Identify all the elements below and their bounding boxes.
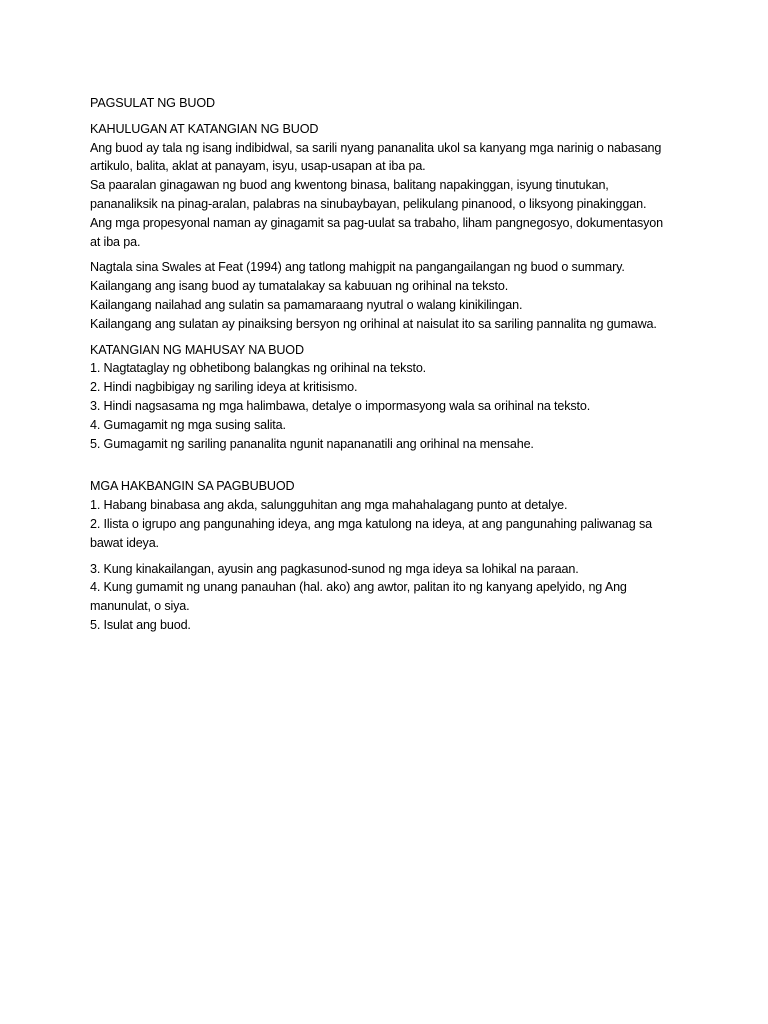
paragraph-line: artikulo, balita, aklat at panayam, isyu, usap-usapan at iba pa. <box>90 159 426 174</box>
paragraph-line: Sa paaralan ginagawan ng buod ang kwentong binasa, balitang napakinggan, isyung tinutukan, <box>90 178 609 193</box>
section-kahulugan <box>90 120 690 252</box>
section-katangian <box>90 341 690 454</box>
section-hakbangin <box>90 477 690 634</box>
paragraph-line: Kailangang nailahad ang sulatin sa pamamaraang nyutral o walang kinikilingan. <box>90 297 523 312</box>
list-item: 5. Isulat ang buod. <box>90 617 191 632</box>
document-page <box>90 94 690 635</box>
list-item: 1. Habang binabasa ang akda, salungguhitan ang mga mahahalagang punto at detalye. <box>90 498 568 513</box>
paragraph-line: Ang mga propesyonal naman ay ginagamit sa pag-uulat sa trabaho, liham pangnegosyo, dokumentasyon <box>90 215 663 230</box>
paragraph-line: Ang buod ay tala ng isang indibidwal, sa sarili nyang pananalita ukol sa kanyang mga narinig o nabasang <box>90 140 662 155</box>
paragraph-line: pananaliksik na pinag-aralan, palabras na sinubaybayan, pelikulang pinanood, o liksyong pinakinggan. <box>90 196 647 211</box>
section-heading: MGA HAKBANGIN SA PAGBUBUOD <box>90 479 295 494</box>
list-item: 1. Nagtataglay ng obhetibong balangkas ng orihinal na teksto. <box>90 361 427 376</box>
list-item: 4. Gumagamit ng mga susing salita. <box>90 417 286 432</box>
paragraph-line: Kailangang ang isang buod ay tumatalakay sa kabuuan ng orihinal na teksto. <box>90 279 509 294</box>
section-heading: KAHULUGAN AT KATANGIAN NG BUOD <box>90 121 319 136</box>
paragraph-line: at iba pa. <box>90 234 141 249</box>
spacer <box>90 453 690 477</box>
section-heading: KATANGIAN NG MAHUSAY NA BUOD <box>90 342 304 357</box>
section-swales-feat <box>90 258 690 333</box>
list-item: 2. Ilista o igrupo ang pangunahing ideya, ang mga katulong na ideya, at ang pangunahing paliwanag sa <box>90 516 652 531</box>
document-title: PAGSULAT NG BUOD <box>90 96 215 110</box>
paragraph-line: Kailangang ang sulatan ay pinaiksing bersyon ng orihinal at naisulat ito sa sariling pannalita ng gumawa. <box>90 316 657 331</box>
list-item: bawat ideya. <box>90 535 159 550</box>
list-item: 2. Hindi nagbibigay ng sariling ideya at kritisismo. <box>90 380 358 395</box>
spacer <box>90 334 690 341</box>
spacer <box>90 251 690 258</box>
list-item: manunulat, o siya. <box>90 599 190 614</box>
list-item: 5. Gumagamit ng sariling pananalita ngunit napananatili ang orihinal na mensahe. <box>90 436 534 451</box>
paragraph-line: Nagtala sina Swales at Feat (1994) ang tatlong mahigpit na pangangailangan ng buod o summary. <box>90 260 625 275</box>
spacer <box>90 553 690 560</box>
list-item: 4. Kung gumamit ng unang panauhan (hal. ako) ang awtor, palitan ito ng kanyang apelyido, ng Ang <box>90 580 627 595</box>
list-item: 3. Hindi nagsasama ng mga halimbawa, detalye o impormasyong wala sa orihinal na teksto. <box>90 398 591 413</box>
list-item: 3. Kung kinakailangan, ayusin ang pagkasunod-sunod ng mga ideya sa lohikal na paraan. <box>90 561 579 576</box>
